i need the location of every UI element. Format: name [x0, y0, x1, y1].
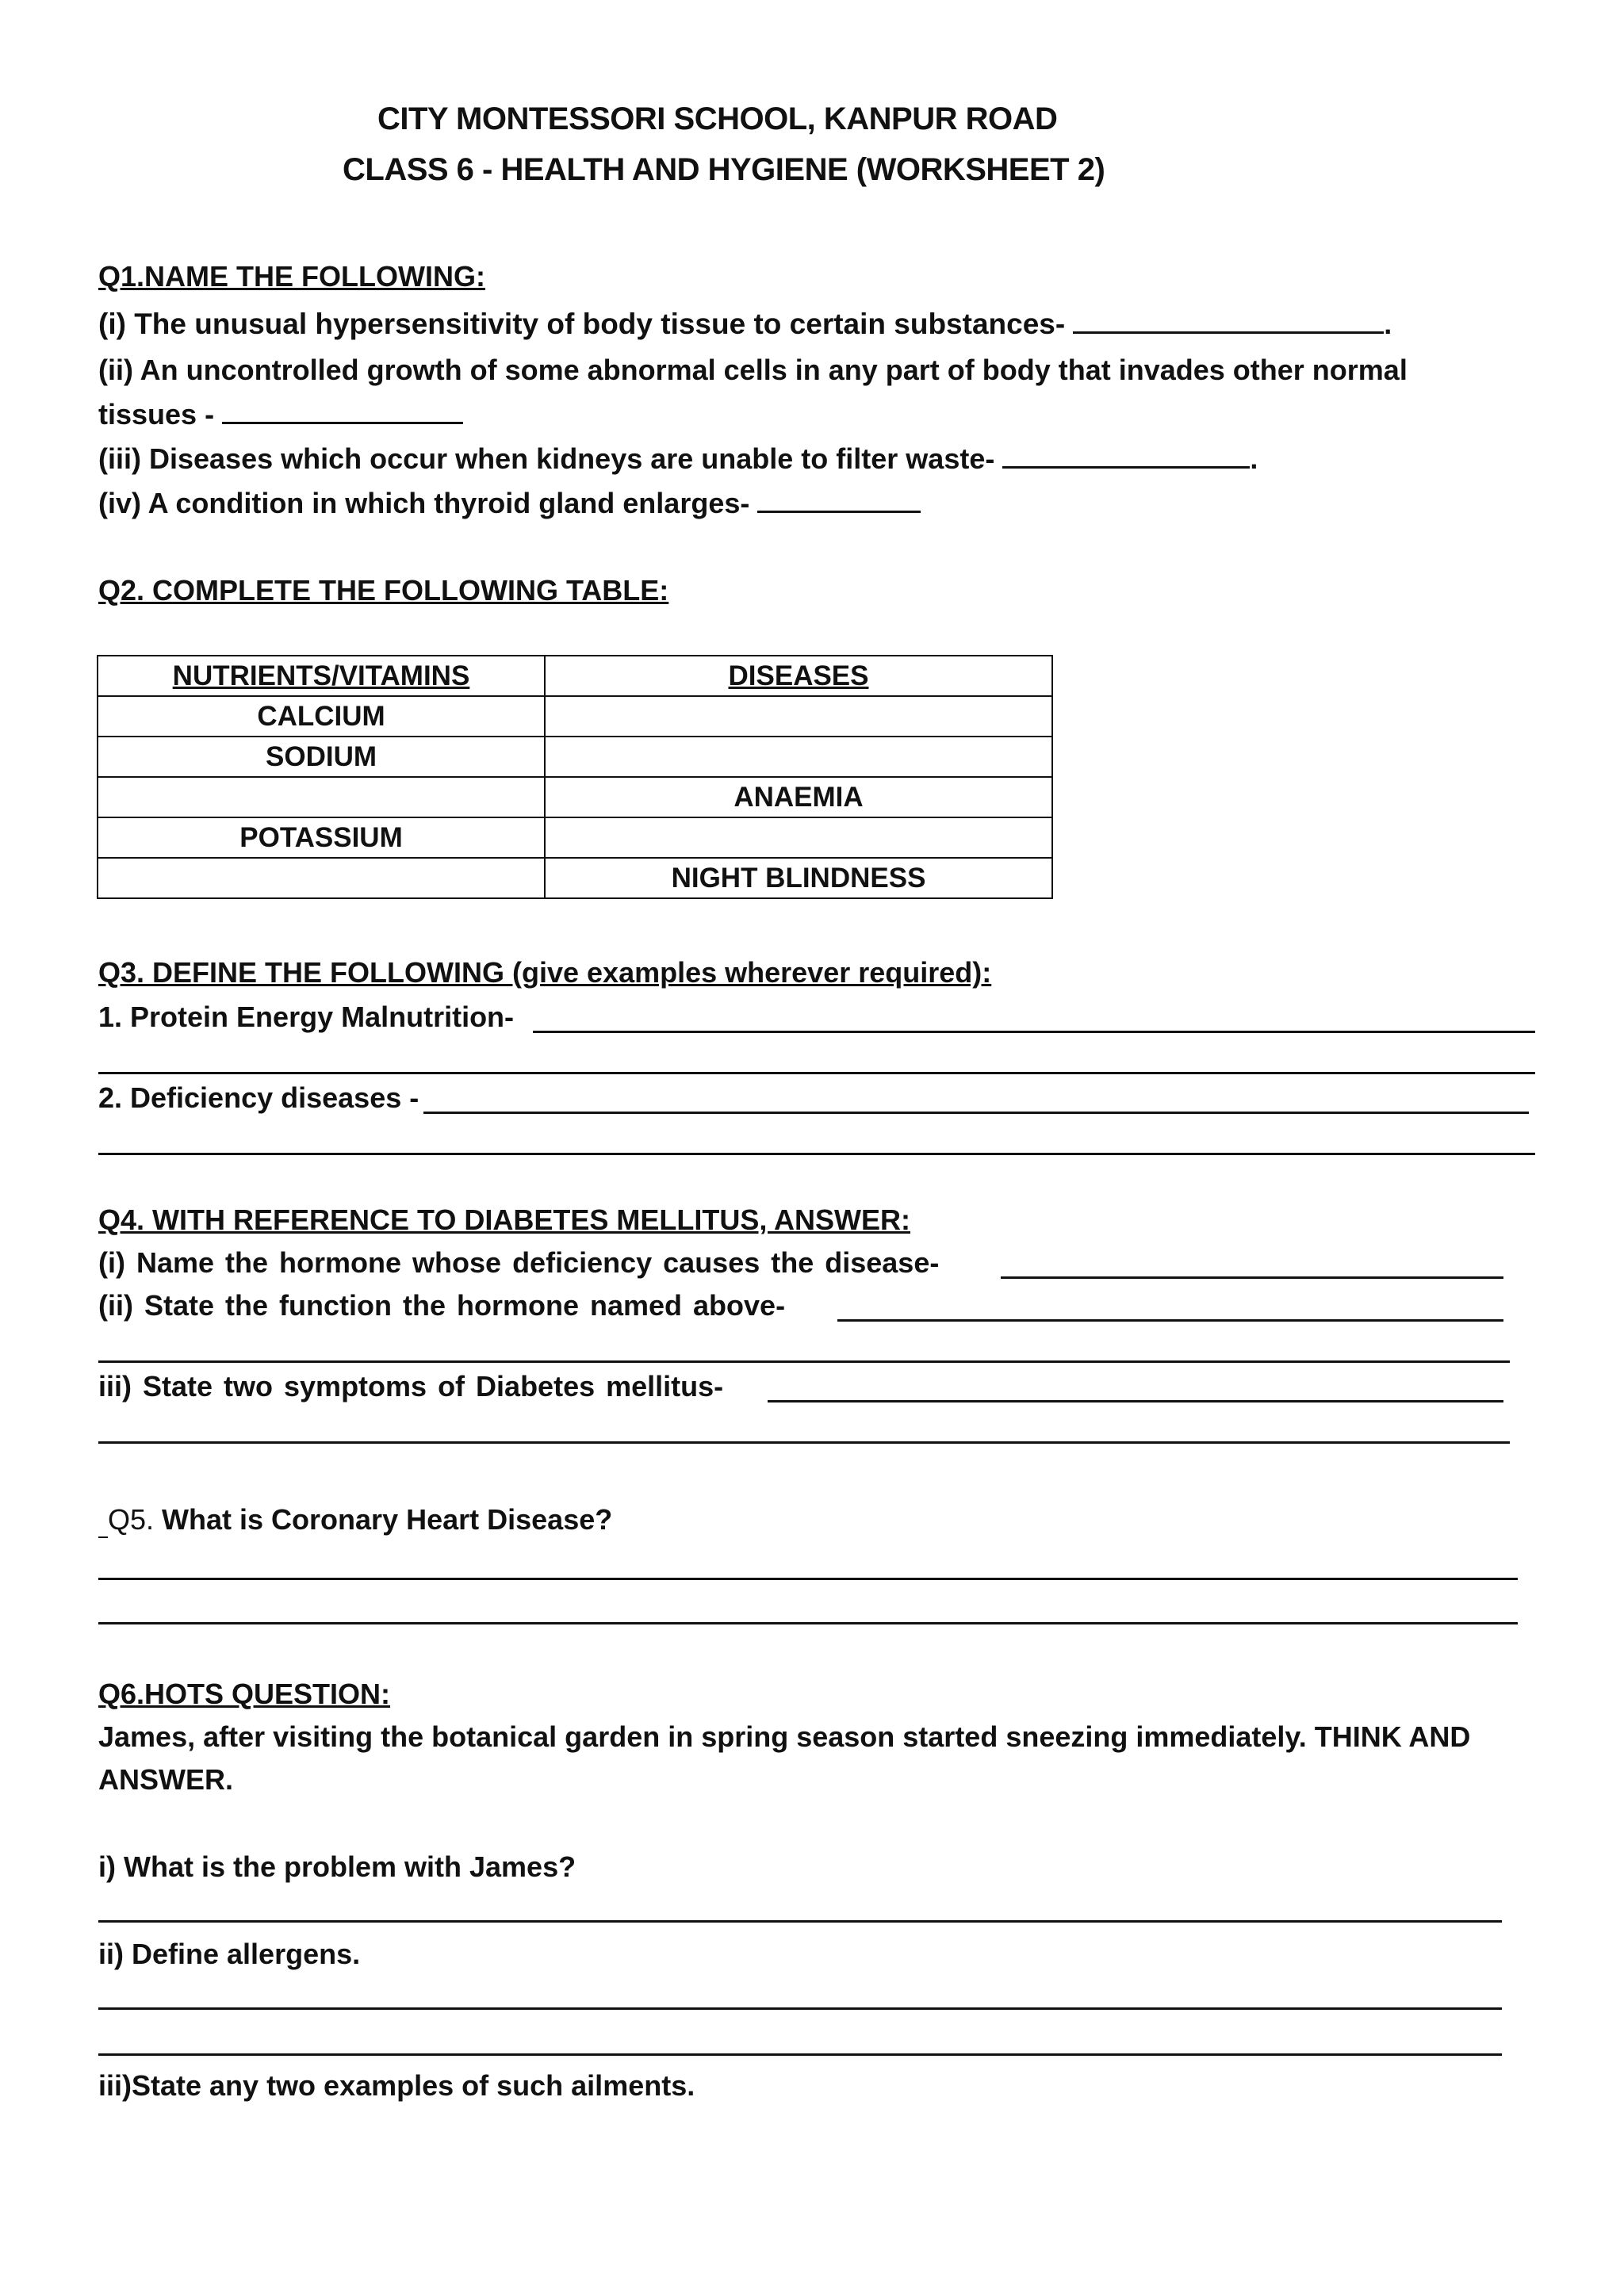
answer-blank[interactable] [1002, 442, 1250, 469]
answer-blank[interactable] [1073, 308, 1384, 334]
q3-item-2: 2. Deficiency diseases - [98, 1081, 419, 1114]
q5-prefix: Q5. [108, 1503, 155, 1536]
column-header-diseases: DISEASES [545, 656, 1052, 696]
q1-item-2: (ii) An uncontrolled growth of some abnormal cells in any part of body that invades other normal [98, 354, 1408, 386]
answer-line[interactable] [98, 2053, 1502, 2056]
q6-heading: Q6.HOTS QUESTION: [98, 1678, 391, 1710]
answer-line[interactable] [98, 1622, 1518, 1624]
worksheet-title: CLASS 6 - HEALTH AND HYGIENE (WORKSHEET 2) [343, 152, 1105, 187]
q1-item-4: (iv) A condition in which thyroid gland enlarges- [98, 487, 921, 520]
table-row [98, 858, 1052, 898]
q1-heading: Q1.NAME THE FOLLOWING: [98, 260, 485, 293]
q3-item-1: 1. Protein Energy Malnutrition- [98, 1001, 515, 1033]
table-cell[interactable]: NIGHT BLINDNESS [545, 858, 1052, 898]
q4-item-2: (ii) State the function the hormone named above- [98, 1289, 786, 1322]
table-row [98, 696, 1052, 737]
q5-question [108, 1503, 612, 1536]
table-cell[interactable]: SODIUM [98, 737, 545, 777]
q6-passage-line-1: James, after visiting the botanical garden in spring season started sneezing immediately. THINK AND [98, 1720, 1471, 1753]
table-cell[interactable]: POTASSIUM [98, 817, 545, 858]
table-cell[interactable]: CALCIUM [98, 696, 545, 737]
answer-line[interactable] [98, 1153, 1535, 1155]
table-cell[interactable] [545, 696, 1052, 737]
table-cell[interactable]: ANAEMIA [545, 777, 1052, 817]
q3-heading: Q3. DEFINE THE FOLLOWING (give examples wherever required): [98, 956, 992, 989]
answer-line[interactable] [98, 1072, 1535, 1074]
q6-item-1: i) What is the problem with James? [98, 1850, 576, 1883]
answer-blank[interactable] [222, 398, 463, 424]
q5-text: What is Coronary Heart Disease? [162, 1503, 613, 1536]
stray-mark [98, 1536, 108, 1538]
answer-line[interactable] [533, 1031, 1535, 1033]
school-name: CITY MONTESSORI SCHOOL, KANPUR ROAD [377, 101, 1058, 136]
answer-line[interactable] [98, 1441, 1510, 1444]
answer-line[interactable] [98, 1578, 1518, 1580]
q4-item-1: (i) Name the hormone whose deficiency causes the disease- [98, 1246, 940, 1279]
q1-item-1: (i) The unusual hypersensitivity of body tissue to certain substances- . [98, 308, 1392, 340]
q4-item-3: iii) State two symptoms of Diabetes mellitus- [98, 1370, 724, 1402]
answer-line[interactable] [98, 2007, 1502, 2010]
q1-item-3: (iii) Diseases which occur when kidneys are unable to filter waste- . [98, 442, 1258, 475]
table-row [98, 737, 1052, 777]
answer-blank[interactable] [757, 487, 921, 513]
answer-line[interactable] [768, 1400, 1503, 1402]
q6-item-3: iii)State any two examples of such ailments. [98, 2069, 695, 2102]
table-cell[interactable] [545, 737, 1052, 777]
table-row [98, 777, 1052, 817]
answer-line[interactable] [837, 1319, 1503, 1322]
answer-line[interactable] [98, 1920, 1502, 1923]
nutrients-table [97, 655, 1053, 899]
table-cell[interactable] [545, 817, 1052, 858]
table-cell[interactable] [98, 858, 545, 898]
table-row [98, 817, 1052, 858]
answer-line[interactable] [423, 1112, 1529, 1114]
q1-item-2-cont: tissues - [98, 398, 463, 431]
q6-item-2: ii) Define allergens. [98, 1938, 361, 1970]
q2-heading: Q2. COMPLETE THE FOLLOWING TABLE: [98, 574, 669, 607]
answer-line[interactable] [1001, 1276, 1503, 1279]
q6-passage-line-2: ANSWER. [98, 1763, 233, 1796]
column-header-nutrients: NUTRIENTS/VITAMINS [98, 656, 545, 696]
answer-line[interactable] [98, 1360, 1510, 1363]
q4-heading: Q4. WITH REFERENCE TO DIABETES MELLITUS, ANSWER: [98, 1203, 911, 1236]
table-cell[interactable] [98, 777, 545, 817]
table-header-row [98, 656, 1052, 696]
